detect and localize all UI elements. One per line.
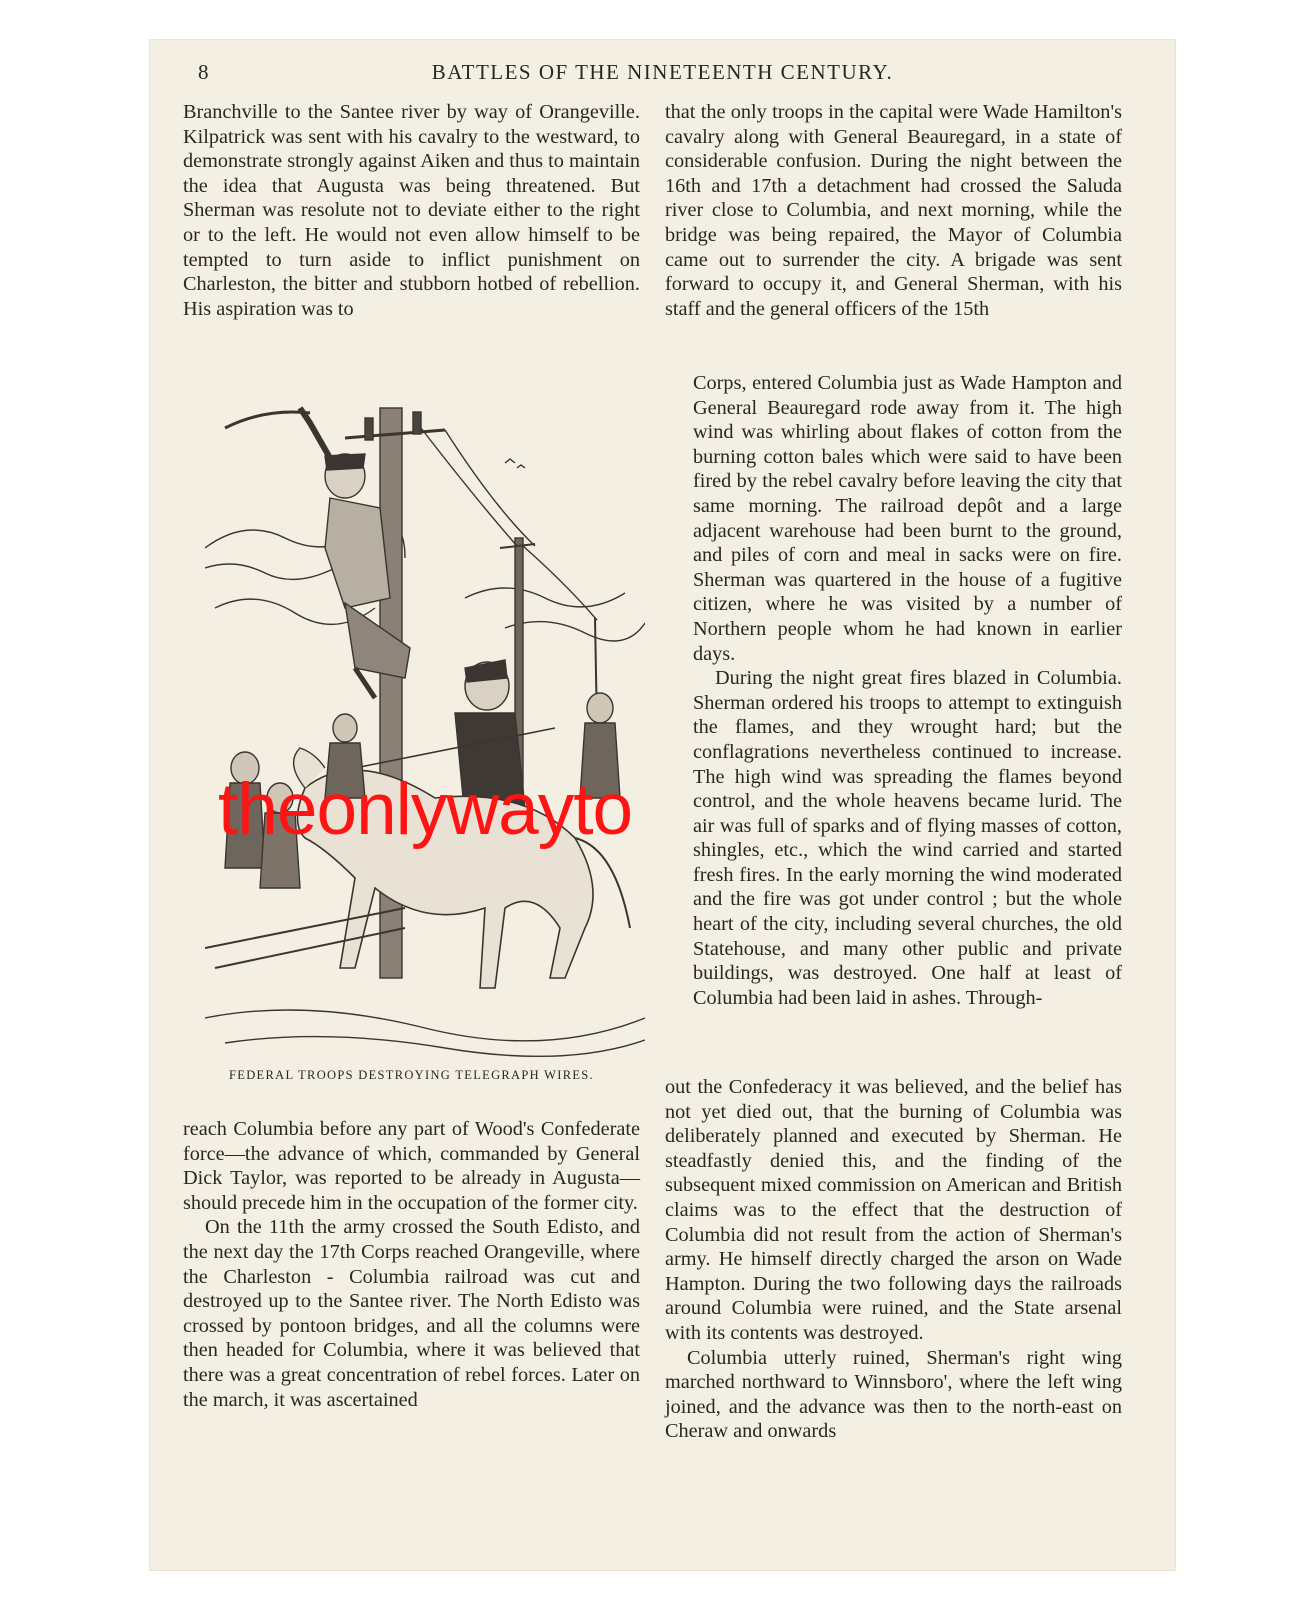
paragraph: that the only troops in the capital were Wade Hamilton's cavalry along with General Beauregard, in a state of considerable confusion. During the night between the 16th and 17th a detachment had crossed the Saluda river close to Columbia, and next morning, while the bridge was being repaired, the Mayor of Columbia came out to surrender the city. A brigade was sent forward to occupy it, and General Sherman, with his staff and the general officers of the 15th bbox=[665, 101, 1122, 320]
figure-caption: FEDERAL TROOPS DESTROYING TELEGRAPH WIRES. bbox=[229, 1068, 594, 1082]
engraving-illustration bbox=[205, 368, 645, 1058]
right-column-middle bbox=[693, 371, 1122, 1010]
left-column-top bbox=[183, 100, 640, 321]
paragraph: out the Confederacy it was believed, and the belief has not yet died out, that the burning of Columbia was deliberately planned and executed by Sherman. He steadfastly denied this, and the finding of the subsequent mixed commission on American and British claims was to the effect that the destruction of Columbia did not result from the action of Sherman's army. He himself directly charged the arson on Wade Hampton. During the two following days the railroads around Columbia were ruined, and the State arsenal with its contents was destroyed. bbox=[665, 1076, 1122, 1344]
paragraph: Corps, entered Columbia just as Wade Hampton and General Beauregard rode away from it. The high wind was whirling about flakes of cotton from the burning cotton bales which were said to have been fired by the rebel cavalry before leaving the city that same morning. The railroad depôt and a large adjacent warehouse had been burnt to the ground, and piles of corn and meal in sacks were on fire. Sherman was quartered in the house of a fugitive citizen, where he was visited by a number of Northern people whom he had known in earlier days. bbox=[693, 372, 1122, 665]
paragraph: During the night great fires blazed in Columbia. Sherman ordered his troops to attempt to extinguish the flames, and they wrought hard; but the conflagrations nevertheless continued to increase. The high wind was spreading the flames beyond control, and the whole heavens became lurid. The air was full of sparks and of flying masses of cotton, shingles, etc., which the wind carried and started fresh fires. In the early morning the wind moderated and the fire was got under control ; but the whole heart of the city, including several churches, the old Statehouse, and many other public and private buildings, was destroyed. One half at least of Columbia had been laid in ashes. Through- bbox=[693, 667, 1122, 1009]
right-column-top bbox=[665, 100, 1122, 321]
page-number: 8 bbox=[198, 60, 209, 84]
watermark-text: theonlywayto bbox=[218, 769, 633, 850]
running-title: BATTLES OF THE NINETEENTH CENTURY. bbox=[431, 60, 894, 84]
paragraph: reach Columbia before any part of Wood's Confederate force—the advance of which, commanded by General Dick Taylor, was reported to be already in Augusta—should precede him in the occupation of the former city. bbox=[183, 1118, 640, 1214]
paragraph: Branchville to the Santee river by way of Orangeville. Kilpatrick was sent with his cavalry to the westward, to demonstrate strongly against Aiken and thus to maintain the idea that Augusta was being threatened. But Sherman was resolute not to deviate either to the right or to the left. He would not even allow himself to be tempted to turn aside to inflict punishment on Charleston, the bitter and stubborn hotbed of rebellion. His aspiration was to bbox=[183, 101, 640, 320]
paragraph: Columbia utterly ruined, Sherman's right wing marched northward to Winnsboro', where the left wing joined, and the advance was then to the north-east on Cheraw and onwards bbox=[665, 1346, 1122, 1443]
paragraph: On the 11th the army crossed the South Edisto, and the next day the 17th Corps reached Orangeville, where the Charleston - Columbia railroad was cut and destroyed up to the Santee river. The North Edisto was crossed by pontoon bridges, and all the columns were then headed for Columbia, where it was believed that there was a great concentration of rebel forces. Later on the march, it was ascertained bbox=[183, 1216, 640, 1411]
right-column-bottom bbox=[665, 1075, 1122, 1444]
page-header bbox=[150, 60, 1175, 94]
left-column-bottom bbox=[183, 1117, 640, 1412]
